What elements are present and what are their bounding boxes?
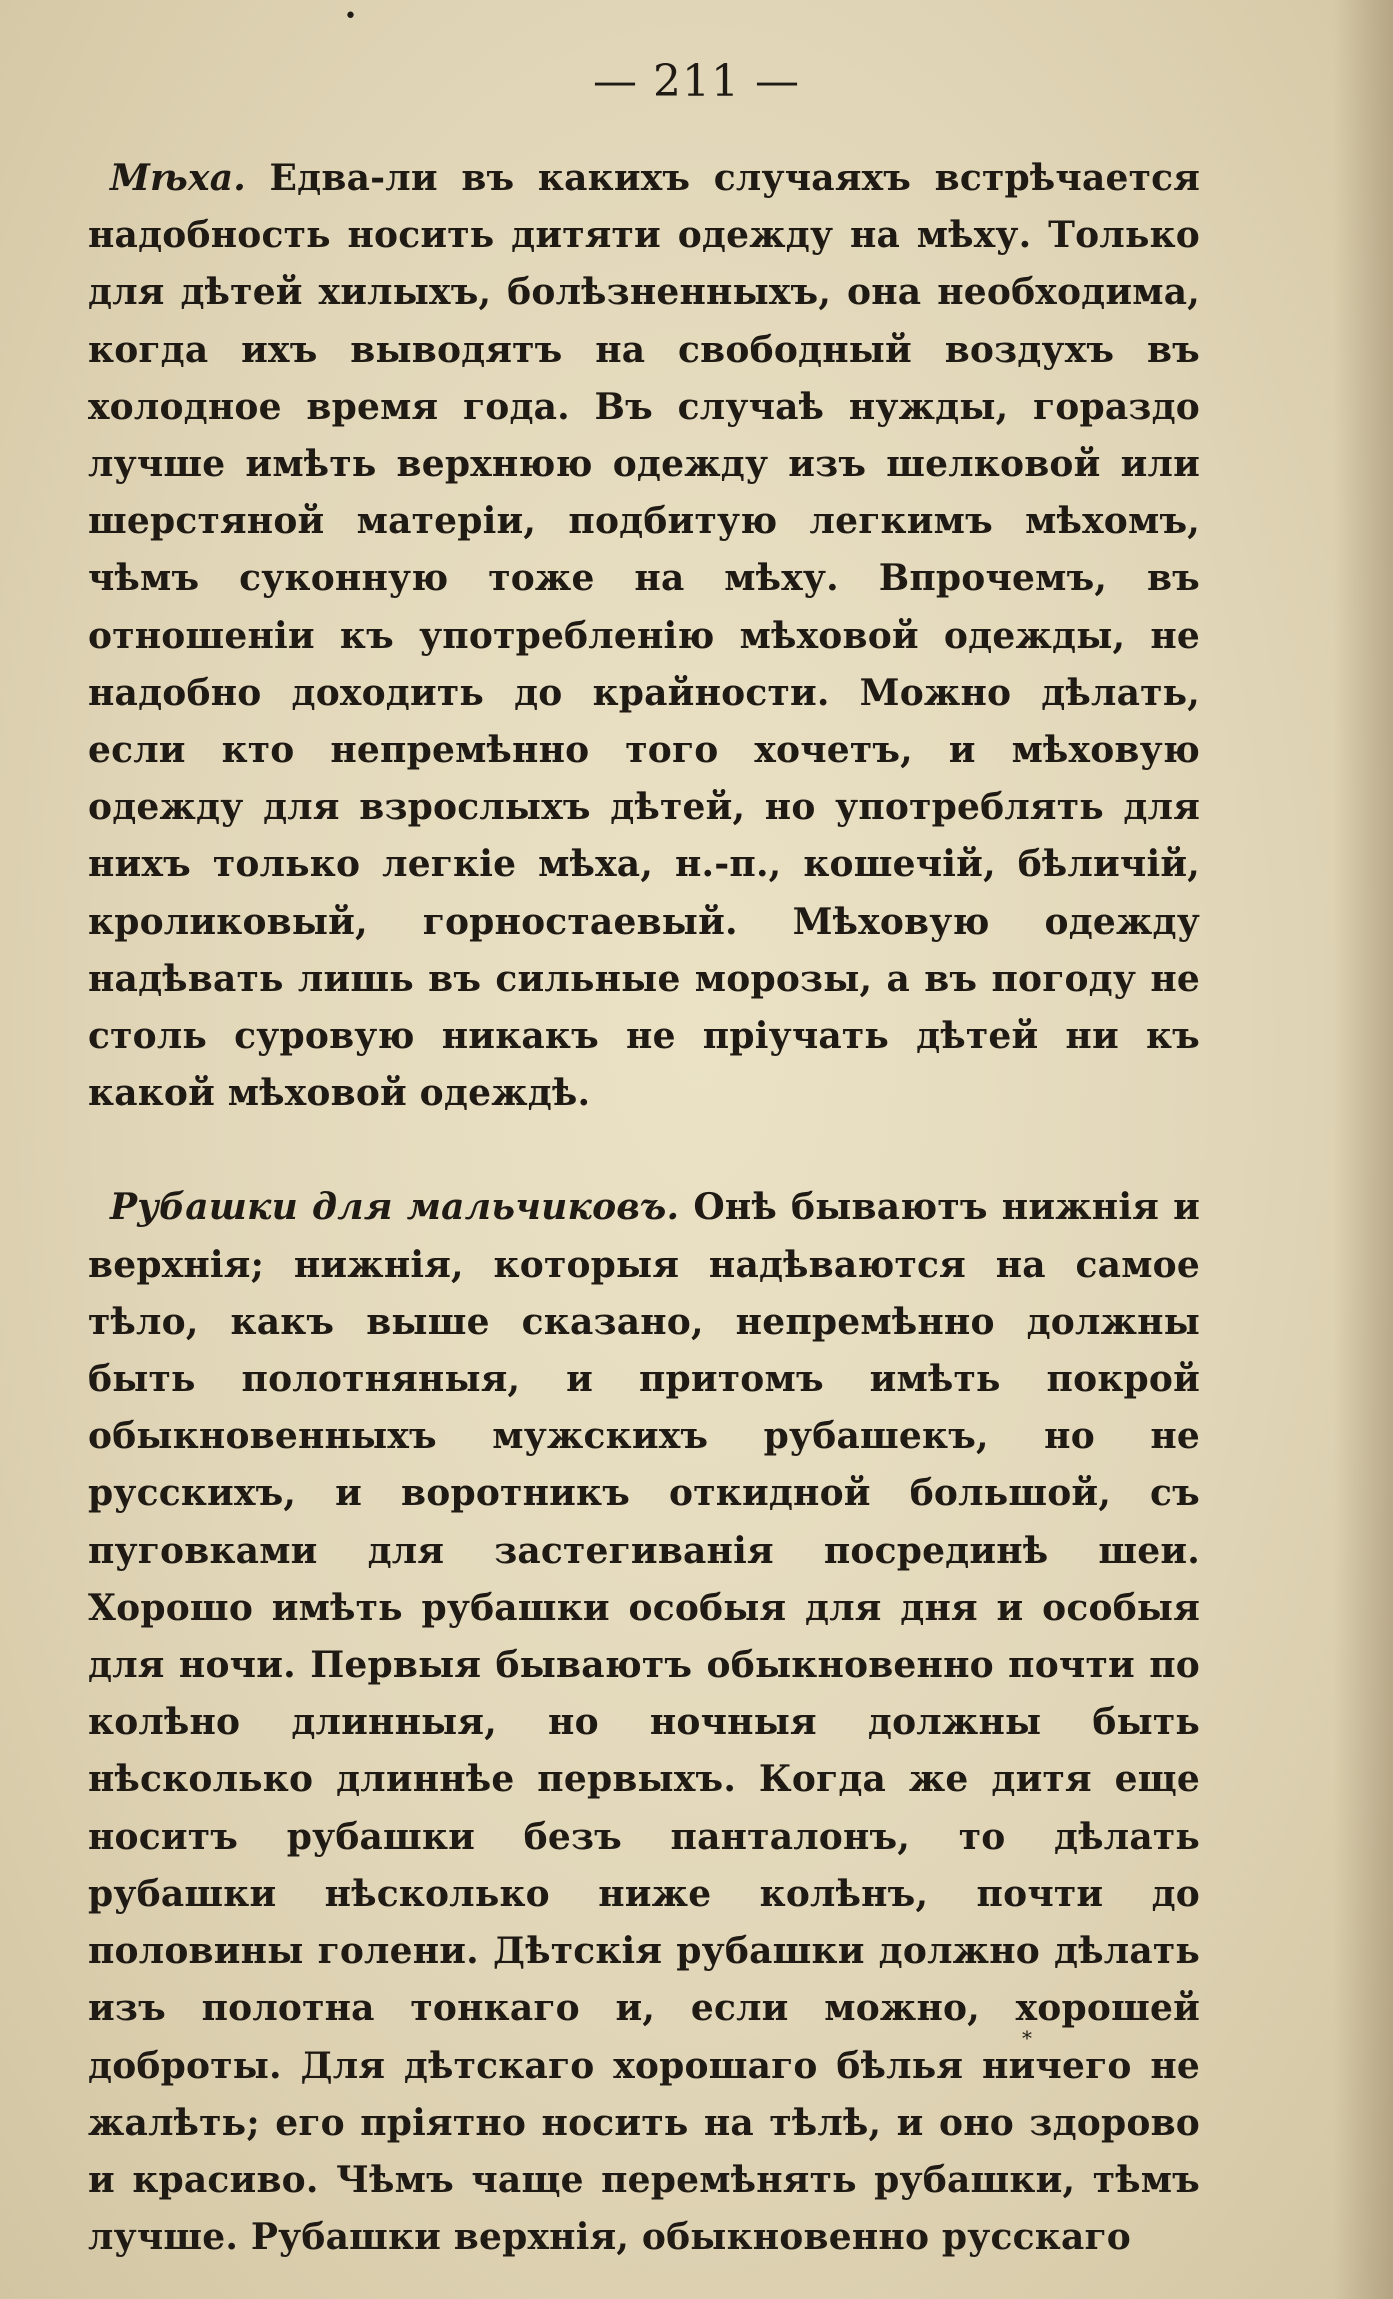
paragraph-body: Онѣ бываютъ нижнія и верхнія; нижнія, которыя надѣваются на самое тѣло, какъ выше сказано, непремѣнно должны быть полотняныя, и притомъ имѣть покрой обыкновенныхъ мужскихъ рубашекъ, но не русскихъ, и воротникъ откидной большой, съ пуговками для застегиванія посрединѣ шеи. Хорошо имѣть рубашки особыя для дня и особыя для ночи. Первыя бываютъ обыкновенно почти по колѣно длинныя, но ночныя должны быть нѣсколько длиннѣе первыхъ. Когда же дитя еще носитъ рубашки безъ панталонъ, то дѣлать рубашки нѣсколько ниже колѣнъ, почти до половины голени. Дѣтскія рубашки должно дѣлать изъ полотна тонкаго и, если можно, хорошей доброты. Для дѣтскаго хорошаго бѣлья ничего не жалѣть; его пріятно носить на тѣлѣ, и оно здорово и красиво. Чѣмъ чаще перемѣнять рубашки, тѣмъ лучше. Рубашки верхнія, обыкновенно русскаго: [88, 1186, 1201, 2259]
paragraph-body: Едва-ли въ какихъ случаяхъ встрѣчается надобность носить дитяти одежду на мѣху. Только для дѣтей хилыхъ, болѣзненныхъ, она необходима, когда ихъ выводятъ на свободный воздухъ въ холодное время года. Въ случаѣ нужды, гораздо лучше имѣть верхнюю одежду изъ шелковой или шерстяной матеріи, подбитую легкимъ мѣхомъ, чѣмъ суконную тоже на мѣху. Впрочемъ, въ отношеніи къ употребленію мѣховой одежды, не надобно доходить до крайности. Можно дѣлать, если кто непремѣнно того хочетъ, и мѣховую одежду для взрослыхъ дѣтей, но употреблять для нихъ только легкіе мѣха, н.-п., кошечій, бѣличій, кроликовый, горностаевый. Мѣховую одежду надѣвать лишь въ сильные морозы, а въ погоду не столь суровую никакъ не пріучать дѣтей ни къ какой мѣховой одеждѣ.: [88, 157, 1200, 1115]
paragraph-furs: [88, 150, 1200, 1122]
footnote-star-mark: *: [1022, 2026, 1032, 2050]
paragraph-heading: Рубашки для мальчиковъ.: [110, 1186, 680, 1229]
text-column: [88, 150, 1200, 2266]
paragraph-heading: Мѣха.: [110, 157, 246, 199]
page-number: — 211 —: [593, 56, 800, 107]
top-bullet-mark: •: [344, 4, 357, 29]
paragraph-shirts: [88, 1179, 1200, 2266]
